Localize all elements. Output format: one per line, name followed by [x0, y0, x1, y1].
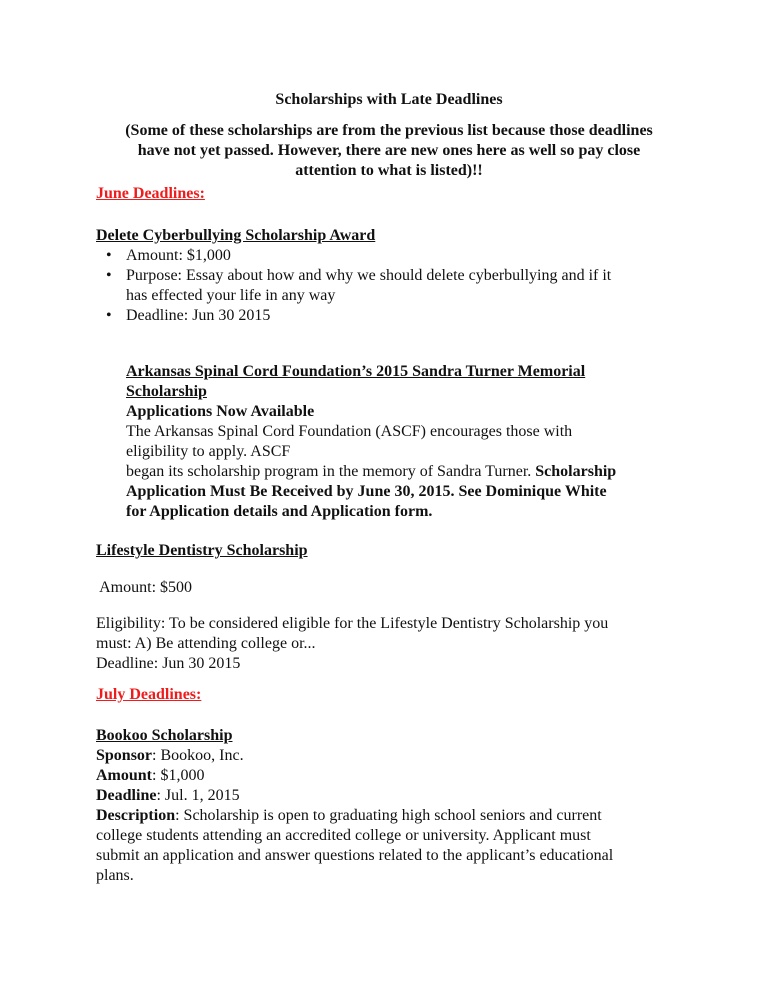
description-label: Description	[96, 807, 176, 824]
ascf-text: The Arkansas Spinal Cord Foundation (ASCF) encourages those with	[126, 423, 573, 440]
purpose-text-cont: has effected your life in any way	[126, 287, 336, 304]
document-title: Scholarships with Late Deadlines	[275, 91, 503, 108]
list-item	[96, 266, 682, 306]
list-item: • Deadline: Jun 30 2015	[96, 306, 682, 326]
ascf-subheading: Applications Now Available	[126, 403, 315, 420]
cyberbullying-details-list	[96, 246, 682, 326]
amount-value: : $1,000	[152, 767, 205, 784]
lifestyle-eligibility	[96, 614, 696, 674]
description-cont: college students attending an accredited college or university. Applicant must	[96, 827, 591, 844]
bookoo-description	[96, 806, 696, 826]
subtitle-line: attention to what is listed)!!	[295, 162, 483, 179]
lifestyle-dentistry-title: Lifestyle Dentistry Scholarship	[96, 542, 308, 559]
sponsor-value: : Bookoo, Inc.	[152, 747, 244, 764]
eligibility-text-cont: must: A) Be attending college or...	[96, 635, 316, 652]
sponsor-label: Sponsor	[96, 747, 153, 764]
bookoo-deadline	[96, 786, 696, 806]
july-deadlines-heading: July Deadlines:	[96, 686, 202, 703]
ascf-deadline-note: Application Must Be Received by June 30, 2015. See Dominique White	[126, 483, 607, 500]
ascf-deadline-note-cont: for Application details and Application form.	[126, 503, 433, 520]
ascf-text: eligibility to apply. ASCF	[126, 443, 291, 460]
purpose-text: Purpose: Essay about how and why we should delete cyberbullying and if it	[126, 267, 612, 284]
ascf-title-cont: Scholarship	[126, 383, 207, 400]
eligibility-text: Eligibility: To be considered eligible for the Lifestyle Dentistry Scholarship you	[96, 615, 609, 632]
bookoo-amount	[96, 766, 696, 786]
description-value: : Scholarship is open to graduating high school seniors and current	[175, 807, 602, 824]
bookoo-sponsor	[96, 746, 696, 766]
june-deadlines-heading: June Deadlines:	[96, 185, 205, 202]
list-item: • Amount: $1,000	[96, 246, 682, 266]
bookoo-title: Bookoo Scholarship	[96, 727, 233, 744]
lifestyle-amount: Amount: $500	[96, 579, 193, 596]
subtitle-line: (Some of these scholarships are from the previous list because those deadlines	[125, 122, 653, 139]
ascf-text	[126, 462, 682, 482]
ascf-text-plain: began its scholarship program in the memory of Sandra Turner.	[126, 463, 536, 480]
deadline-label: Deadline	[96, 787, 157, 804]
lifestyle-deadline: Deadline: Jun 30 2015	[96, 655, 241, 672]
document-subtitle	[96, 121, 682, 181]
deadline-value: : Jul. 1, 2015	[156, 787, 240, 804]
bookoo-scholarship-block	[96, 726, 696, 886]
description-cont: plans.	[96, 867, 134, 884]
ascf-scholarship-block	[126, 362, 682, 522]
cyberbullying-scholarship-title: Delete Cyberbullying Scholarship Award	[96, 227, 376, 244]
ascf-text-bold: Scholarship	[535, 463, 617, 480]
ascf-title: Arkansas Spinal Cord Foundation’s 2015 Sandra Turner Memorial	[126, 363, 586, 380]
description-cont: submit an application and answer questions related to the applicant’s educational	[96, 847, 614, 864]
amount-label: Amount	[96, 767, 153, 784]
subtitle-line: have not yet passed. However, there are new ones here as well so pay close	[137, 142, 641, 159]
